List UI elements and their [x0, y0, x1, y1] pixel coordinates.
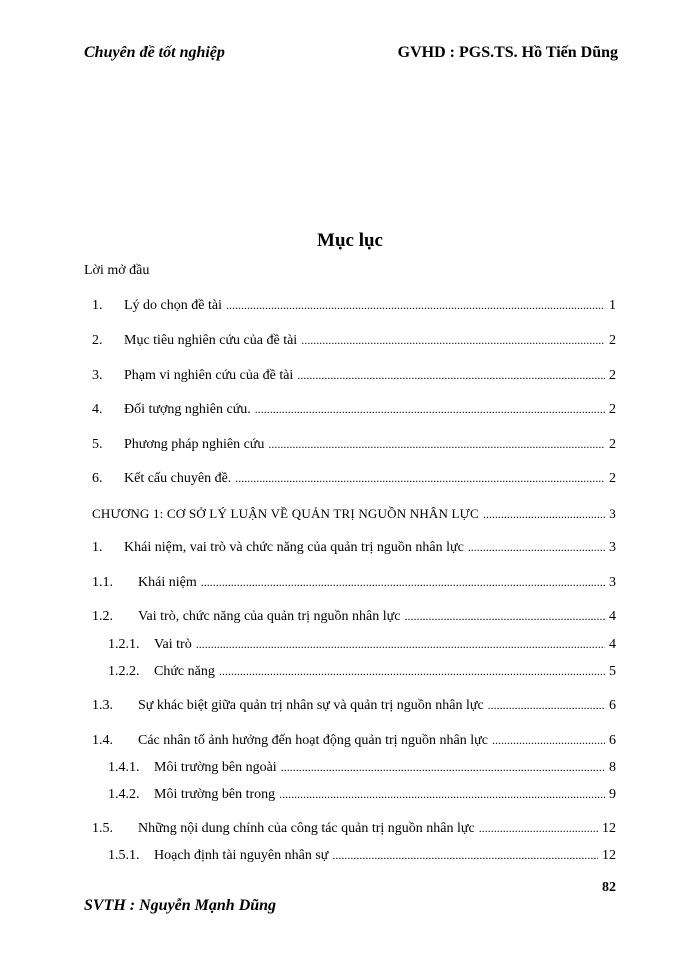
toc-leader-dots — [488, 698, 605, 713]
toc-page: 8 — [609, 760, 616, 775]
toc-leader-dots — [332, 848, 598, 863]
toc-row[interactable] — [108, 664, 616, 680]
toc-number: 4. — [92, 402, 103, 417]
toc-number: 1.2. — [92, 609, 113, 624]
toc-title: Đối tượng nghiên cứu. — [124, 402, 251, 417]
toc-page: 9 — [609, 787, 616, 802]
toc-leader-dots — [196, 637, 605, 652]
toc-page: 2 — [609, 402, 616, 417]
toc-page: 3 — [609, 506, 616, 521]
toc-intro: Lời mở đầu — [84, 263, 150, 278]
toc-leader-dots — [301, 333, 605, 348]
toc-number: 2. — [92, 333, 103, 348]
toc-leader-dots — [219, 664, 605, 679]
page-number: 82 — [602, 880, 616, 895]
toc-leader-dots — [479, 821, 598, 836]
toc-row[interactable] — [108, 787, 616, 803]
footer-author: SVTH : Nguyễn Mạnh Dũng — [84, 897, 277, 914]
toc-page: 5 — [609, 664, 616, 679]
toc-title: Môi trường bên ngoài — [154, 760, 277, 775]
toc-page: 6 — [609, 733, 616, 748]
toc-leader-dots — [235, 471, 605, 486]
toc-title: Chức năng — [154, 664, 215, 679]
toc-row[interactable] — [92, 368, 616, 384]
header-right: GVHD : PGS.TS. Hồ Tiến Dũng — [397, 44, 618, 61]
toc-chapter-title: CHƯƠNG 1: CƠ SỞ LÝ LUẬN VỀ QUẢN TRỊ NGUỒN NHÂN LỰC — [92, 506, 479, 521]
toc-row[interactable] — [92, 540, 616, 556]
toc-page: 2 — [609, 368, 616, 383]
toc-leader-dots — [492, 733, 605, 748]
toc-row[interactable] — [92, 609, 616, 625]
toc-number: 1.2.2. — [108, 664, 140, 679]
toc-page: 12 — [602, 848, 616, 863]
toc-title: Môi trường bên trong — [154, 787, 276, 802]
toc-number: 1.4.2. — [108, 787, 140, 802]
toc-row[interactable] — [92, 298, 616, 314]
toc-title: Phương pháp nghiên cứu — [124, 437, 265, 452]
toc-leader-dots — [255, 402, 605, 417]
toc-page: 2 — [609, 437, 616, 452]
toc-number: 1.4. — [92, 733, 113, 748]
toc-page: 3 — [609, 575, 616, 590]
page-title: Mục lục — [317, 230, 383, 251]
toc-row[interactable] — [108, 637, 616, 653]
toc-row[interactable] — [92, 333, 616, 349]
toc-number: 3. — [92, 368, 103, 383]
toc-leader-dots — [468, 540, 605, 555]
toc-row-chapter[interactable] — [92, 506, 616, 522]
toc-leader-dots — [279, 787, 605, 802]
toc-row[interactable] — [92, 733, 616, 749]
toc-row[interactable] — [108, 760, 616, 776]
toc-page: 6 — [609, 698, 616, 713]
toc-number: 1. — [92, 298, 103, 313]
toc-row[interactable] — [92, 437, 616, 453]
toc-page: 4 — [609, 637, 616, 652]
toc-number: 1.3. — [92, 698, 113, 713]
toc-leader-dots — [281, 760, 605, 775]
toc-title: Lý do chọn đề tài — [124, 298, 222, 313]
toc-title: Sự khác biệt giữa quản trị nhân sự và quản trị nguồn nhân lực — [138, 698, 484, 713]
toc-page: 4 — [609, 609, 616, 624]
toc-page: 2 — [609, 471, 616, 486]
toc-page: 12 — [602, 821, 616, 836]
toc-leader-dots — [297, 368, 605, 383]
toc-leader-dots — [201, 575, 605, 590]
toc-number: 6. — [92, 471, 103, 486]
header-left: Chuyên đề tốt nghiệp — [84, 44, 225, 61]
toc-title: Vai trò — [154, 637, 192, 652]
toc-leader-dots — [483, 507, 605, 522]
toc-page: 1 — [609, 298, 616, 313]
toc-title: Khái niệm — [138, 575, 197, 590]
toc-number: 1.1. — [92, 575, 113, 590]
toc-leader-dots — [226, 298, 605, 313]
toc-leader-dots — [404, 609, 605, 624]
toc-row[interactable] — [92, 471, 616, 487]
toc-page: 3 — [609, 540, 616, 555]
toc-title: Khái niệm, vai trò và chức năng của quản trị nguồn nhân lực — [124, 540, 464, 555]
toc-number: 5. — [92, 437, 103, 452]
toc-row[interactable] — [92, 821, 616, 837]
toc-row[interactable] — [92, 402, 616, 418]
toc-number: 1.4.1. — [108, 760, 140, 775]
toc-row[interactable] — [108, 848, 616, 864]
toc-leader-dots — [268, 437, 605, 452]
toc-number: 1.5. — [92, 821, 113, 836]
toc-number: 1. — [92, 540, 103, 555]
toc-number: 1.5.1. — [108, 848, 140, 863]
toc-title: Mục tiêu nghiên cứu của đề tài — [124, 333, 298, 348]
toc-title: Phạm vi nghiên cứu của đề tài — [124, 368, 294, 383]
toc-title: Những nội dung chính của công tác quản trị nguồn nhân lực — [138, 821, 475, 836]
toc-number: 1.2.1. — [108, 637, 140, 652]
toc-title: Các nhân tố ảnh hưởng đến hoạt động quản trị nguồn nhân lực — [138, 733, 488, 748]
toc-row[interactable] — [92, 575, 616, 591]
toc-title: Kết cấu chuyên đề. — [124, 471, 232, 486]
toc-row[interactable] — [92, 698, 616, 714]
toc-page: 2 — [609, 333, 616, 348]
toc-title: Vai trò, chức năng của quản trị nguồn nhân lực — [138, 609, 401, 624]
toc-title: Hoạch định tài nguyên nhân sự — [154, 848, 329, 863]
